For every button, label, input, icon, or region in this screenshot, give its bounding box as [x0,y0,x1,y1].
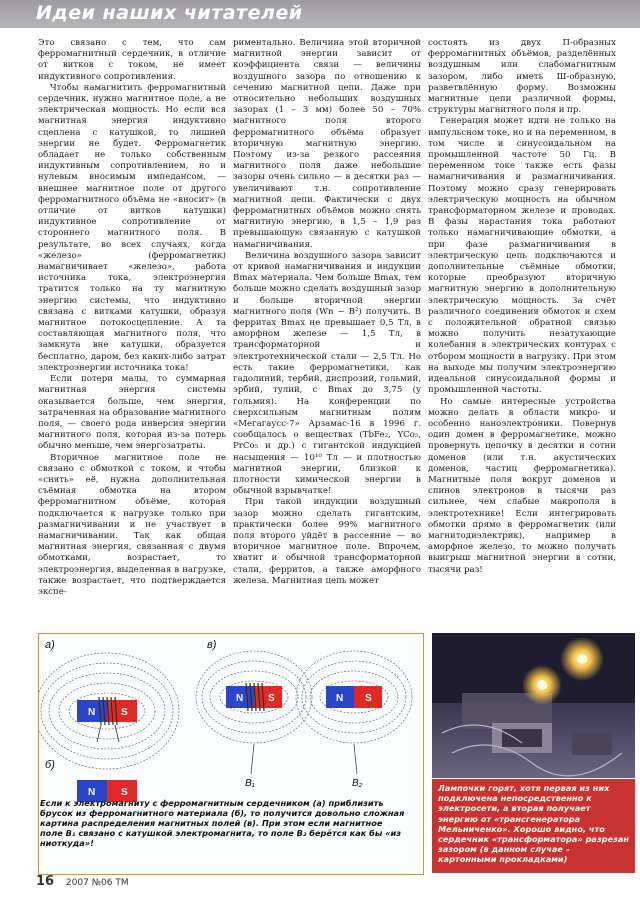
photo-caption-box [432,779,635,873]
page-number: 16 [36,874,55,889]
b1-label: B₁ [245,778,255,789]
paragraph: При такой индукции воздушный зазор можно сделать гигантским, практически более 99% магнитного поля второго уйдёт в рассеяние — во вторичное магнитное поле. Впрочем, хватит и обычной трансформаторной стали, ферритов, а также аморфного железа. Магнитная цепь может [233,497,421,586]
pole-label-s: S [121,707,128,718]
paragraph: Вторичное магнитное поле не связано с обмоткой с током, и чтобы «снять» её, нужна дополнительная съёмная обмотка на втором ферромагнитном объёме, которая подключается к нагрузке только при размагничивании и не участвует в намагничивании. Так как общая магнитная энергия, связанная с двумя обмотками, возрастает, то электроэнергия, выделенная в нагрузке, также возрастает, что подтверждается экспе- [38,452,226,597]
text-column-2 [233,38,421,587]
pole-label-n: N [88,787,96,798]
section-title: Идеи наших читателей [36,2,303,24]
pole-label-n: N [336,693,344,704]
text-column-1 [38,38,226,598]
panel-label-c: в) [207,639,217,651]
panel-label-a: а) [45,639,55,651]
paragraph: состоять из двух П-образных ферромагнитных объёмов, разделённых воздушным или слабомагнитным зазором, либо иметь Ш-образную, разветвлённую форму. Возможны магнитные цепи различной формы, структуры магнитного поля и пр. [428,38,616,116]
panel-label-b: б) [45,759,55,771]
text-column-3 [428,38,616,576]
pole-label-s: S [121,787,128,798]
b1-pointer [251,744,254,774]
b2-pointer [354,744,357,774]
photo-caption: Лампочки горят, хотя первая из них подключена непосредственно к электросети, а вторая получает энергию от «трансгенератора Мельниченко». Хорошо видно, что сердечник «трансформатора» разрезан зазором (в данном случае – картонными прокладками) [438,783,630,865]
paragraph: риментально. Величина этой вторичной магнитной энергии зависит от коэффициента связи — величины воздушного зазора по отношению к сечению магнитной цепи. Даже при относительно небольших воздушных зазорах (1 – 3 мм) более 50 – 70% магнитного поля второго ферромагнитного объёма образует вторичную магнитную энергию. Поэтому из-за резкого рассеяния магнитного поля даже небольшие зазоры очень сильно — в десятки раз — увеличивают т.н. сопротивление магнитной цепи. Фактически с двух ферромагнитных объёмов можно снять магнитную энергию, в 1,5 – 1,9 раз превышающую связанную с катушкой намагничивания. [233,38,421,250]
pole-label-n: N [236,693,244,704]
paragraph: Если потери малы, то суммарная магнитная энергия системы оказывается больше, чем энергия, затраченная на образование магнитного поля, — своего рода инверсия энергии магнитного поля, которая из-за потерь обычно меньше, чем энергозатраты. [38,374,226,452]
paragraph: Генерация может идти не только на импульсном токе, но и на переменном, в том числе и синусоидальном на промышленной частоте 50 Гц. В переменном токе также есть фазы намагничивания и размагничивания. Поэтому можно сразу генерировать электрическую мощность на обычном трансформаторном железе и проводах. В фазы нарастания тока работают только намагничивающие обмотки, а при фазе размагничивания в электрическую цепь подключаются и дополнительные съёмные обмотки, которые преобразуют вторичную магнитную энергию в дополнительную электрическую мощность. За счёт различного соединения обмоток и схем с положительной обратной связью можно получить незатухающие колебания в электрических контурах с отбором мощности в нагрузку. При этом на выходе мы получим электроэнергию идеальной синусоидальной формы и промышленной частоты. [428,116,616,396]
pole-label-n: N [88,707,96,718]
figure-caption: Если к электромагниту с ферромагнитным сердечником (а) приблизить брусок из ферромагнитного материала (б), то получится довольно сложная картина распределения магнитных полей (в). При этом если магнитное поле B₁ связано с катушкой электромагнита, то поле B₂ берётся как бы «из ниоткуда»! [40,798,405,848]
paragraph: Чтобы намагнитить ферромагнитный сердечник, нужно магнитное поле, а не электрическая мощность. Но если вся магнитная энергия индуктивно сцеплена с катушкой, то лишней энергии не будет. Ферромагнетик обладает не только собственным индуктивным сопротивлением, но и нулевым вносимым импедансом, — внешнее магнитное поле от другого ферромагнитного объёма не «вносит» (в отличие от витков катушки) индуктивное сопротивление от стороннего магнитного поля. В результате, во всех случаях, когда «железо» (ферромагнетик) намагничивает «железо», работа источника тока, электроэнергия тратится только на ту магнитную энергию системы, что индуктивно связана с витками катушки, образуя магнитное потокосцепление. А та составляющая магнитного поля, что замкнута вне катушки, образуется бесплатно, даром, без каких-либо затрат электроэнергии источника тока! [38,82,226,373]
lamp-photo-illustration [432,633,635,778]
issue-label: 2007 №06 ТМ [65,878,129,888]
page-footer [36,874,129,889]
paragraph: Это связано с тем, что сам ферромагнитный сердечник, в отличие от витков с током, не имеет индуктивного сопротивления. [38,38,226,82]
lamp-photo [432,633,635,778]
paragraph: Величина воздушного зазора зависит от кривой намагничивания и индукции Bmax материала. Чем больше Bmax, тем больше можно сделать воздушный зазор и больше вторичной энергии магнитного поля (Wn ~ B²) получить. В ферритах Bmax не превышает 0,5 Тл, в аморфном железе — 1,5 Тл, в трансформаторной и электротехнической стали — 2,5 Тл. Но есть такие ферромагнетики, как гадолиний, тербий, диспрозий, гольмий, эрбий, тулий, с Bmax до 3,75 (у гольмия). На конференции по сверхсильным магнитным полям «Мегагаусс-7» Арзамас-16 в 1996 г. сообщалось о веществах (TbFe₂, YCo₅, PrCo₅ и др.) с гигантской индукцией насыщения — 10¹⁰ Тл — и плотностью магнитной энергии, близкой к плотности химической энергии в обычной взрывчатке! [233,250,421,497]
pole-label-s: S [365,693,372,704]
pole-label-s: S [268,693,275,704]
section-header [0,0,640,28]
paragraph: Но самые интересные устройства можно делать в области микро- и особенно наноэлектроники. Повернув один домен в ферромагнетике, можно провернуть цепочку в десятки и сотни доменов (или т.н. акустических доменов, частиц ферромагнетика). Магнитные поля вокруг доменов и спинов электронов в тысячи раз сильнее, чем слабые макрополя в электротехнике! Если интегрировать обмотки прямо в ферромагнетик (или магнитодиэлектрик), например в аморфное железо, то можно получать выигрыш магнитной энергии в сотни, тысячи раз! [428,396,616,575]
b2-label: B₂ [352,778,363,789]
